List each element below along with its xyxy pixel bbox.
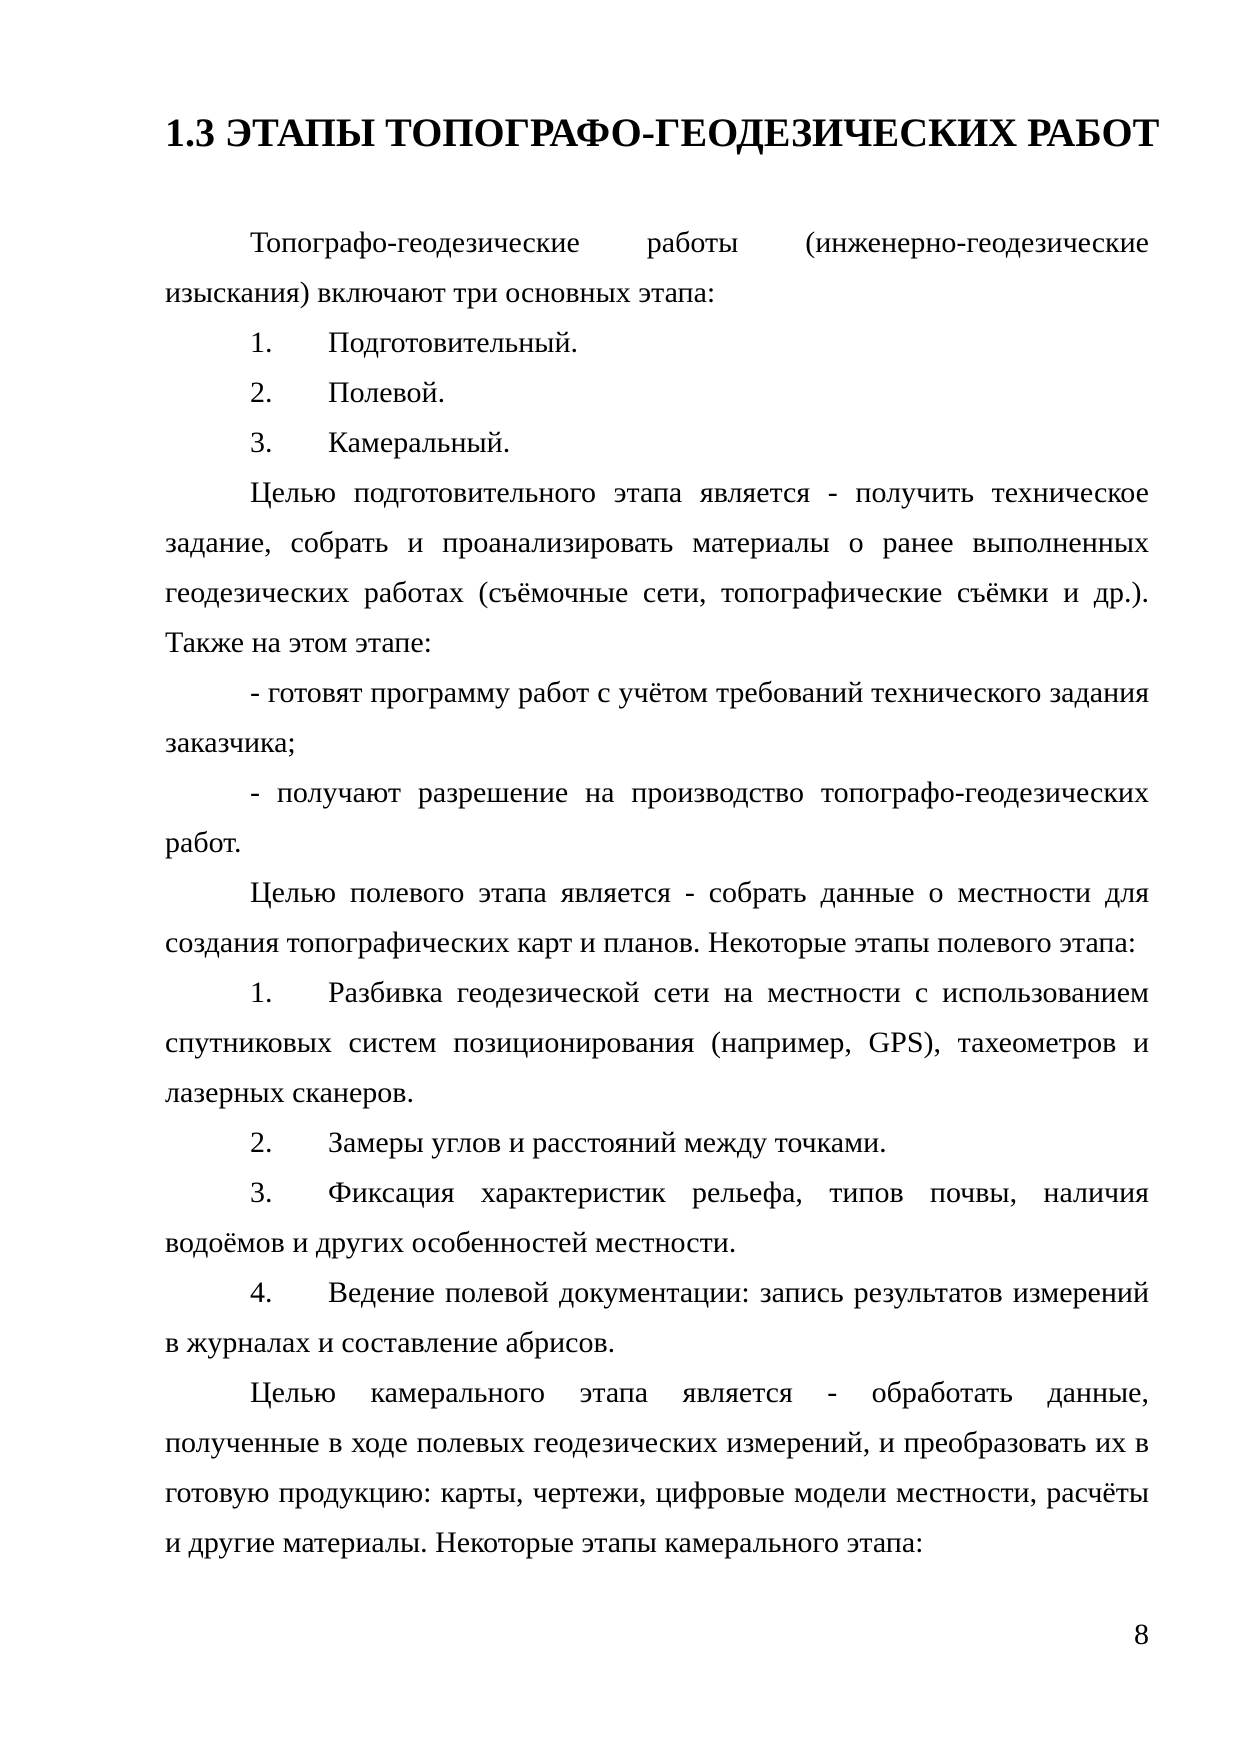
paragraph-field-goal: Целью полевого этапа является - собрать данные о местности для создания топографических карт и планов. Некоторые этапы полевого этапа: xyxy=(165,876,1149,959)
numbered-item-office xyxy=(165,418,1149,468)
item-number: 2. xyxy=(250,376,273,409)
item-number: 1. xyxy=(250,976,273,1009)
dash-item-program: - готовят программу работ с учётом требований технического задания заказчика; xyxy=(165,676,1149,759)
numbered-item-measurements xyxy=(165,1118,1149,1168)
dash-item-permission: - получают разрешение на производство топографо-геодезических работ. xyxy=(165,776,1149,859)
item-text: Фиксация характеристик рельефа, типов почвы, наличия водоёмов и других особенностей местности. xyxy=(165,1176,1149,1259)
numbered-item-prep xyxy=(165,318,1149,368)
body-text xyxy=(165,218,1149,1568)
paragraph-prep-goal: Целью подготовительного этапа является - получить техническое задание, собрать и проанализировать материалы о ранее выполненных геодезических работах (съёмочные сети, топографические съёмки и др.). Также на этом этапе: xyxy=(165,476,1149,659)
item-text: Разбивка геодезической сети на местности с использованием спутниковых систем позиционирования (например, GPS), тахеометров и лазерных сканеров. xyxy=(165,976,1149,1109)
item-text: Ведение полевой документации: запись результатов измерений в журналах и составление абрисов. xyxy=(165,1276,1149,1359)
item-number: 2. xyxy=(250,1126,273,1159)
page-content xyxy=(165,0,1160,1568)
page-number: 8 xyxy=(1134,1618,1149,1651)
item-text: Камеральный. xyxy=(328,426,511,459)
item-text: Полевой. xyxy=(328,376,446,409)
numbered-item-field xyxy=(165,368,1149,418)
item-number: 3. xyxy=(250,1176,273,1209)
section-heading: 1.3 ЭТАПЫ ТОПОГРАФО-ГЕОДЕЗИЧЕСКИХ РАБОТ xyxy=(165,110,1160,155)
numbered-item-terrain xyxy=(165,1168,1149,1268)
item-number: 1. xyxy=(250,326,273,359)
numbered-item-network xyxy=(165,968,1149,1118)
item-text: Подготовительный. xyxy=(328,326,579,359)
item-number: 3. xyxy=(250,426,273,459)
paragraph-office-goal: Целью камерального этапа является - обработать данные, полученные в ходе полевых геодезических измерений, и преобразовать их в готовую продукцию: карты, чертежи, цифровые модели местности, расчёты и другие материалы. Некоторые этапы камерального этапа: xyxy=(165,1376,1149,1559)
paragraph-intro: Топографо-геодезические работы (инженерно-геодезические изыскания) включают три основных этапа: xyxy=(165,226,1149,309)
item-number: 4. xyxy=(250,1276,273,1309)
item-text: Замеры углов и расстояний между точками. xyxy=(328,1126,887,1159)
numbered-item-documentation xyxy=(165,1268,1149,1368)
